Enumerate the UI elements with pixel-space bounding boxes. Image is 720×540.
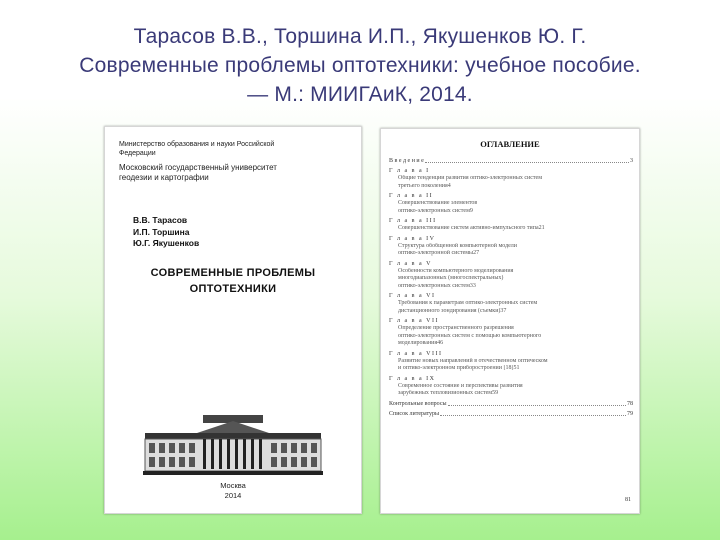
toc-leader xyxy=(440,415,626,416)
toc-chapters xyxy=(389,165,633,400)
toc-intro-label: В в е д е н и е xyxy=(389,158,424,164)
toc-heading: ОГЛАВЛЕНИЕ xyxy=(480,139,540,149)
toc-chapter-title: Совершенствование систем активно-импульсного типа xyxy=(398,225,539,231)
toc-questions-label: Контрольные вопросы xyxy=(389,400,447,407)
toc-chapter-page: 4 xyxy=(447,182,451,189)
toc-leader xyxy=(448,405,626,406)
toc-chapter-line: Требования к параметрам оптико-электронных систем xyxy=(398,300,538,306)
cover-city: Москва xyxy=(220,481,246,490)
toc-chapter-page: 59 xyxy=(492,390,499,396)
toc-chapter-label: Г л а в а VII xyxy=(389,318,439,324)
toc-chapter-line xyxy=(389,208,633,216)
toc-chapter xyxy=(389,348,633,373)
toc-chapter xyxy=(389,258,633,291)
toc-chapter-page: 9 xyxy=(469,207,473,214)
toc-chapter-line: Структура обобщенной компьютерной модели xyxy=(398,242,517,249)
toc-questions-page: 78 xyxy=(627,400,633,407)
toc-chapter-title: оптико-электронной системы xyxy=(398,250,474,256)
cover-title-line: ОПТОТЕХНИКИ xyxy=(189,283,277,295)
university-building-illustration xyxy=(143,411,323,475)
toc-chapter-line xyxy=(389,365,633,373)
cover-book-title xyxy=(105,265,361,297)
toc-chapter-line: Современное состояние и перспективы развития xyxy=(398,382,523,389)
toc-chapter xyxy=(389,290,633,315)
cover-imprint xyxy=(105,481,361,500)
toc-chapter-page: 21 xyxy=(538,225,545,231)
toc-chapter-page: 27 xyxy=(473,250,480,256)
title-line-book: Современные проблемы оптотехники: учебное пособие. xyxy=(79,54,641,77)
toc-intro-row xyxy=(389,157,633,165)
toc-literature-label: Список литературы xyxy=(389,410,440,417)
toc-chapter-label: Г л а в а II xyxy=(389,193,434,199)
toc-questions-row xyxy=(389,400,633,408)
toc-chapter-label: Г л а в а III xyxy=(389,218,437,224)
toc-chapter-line xyxy=(389,183,633,191)
slide-title xyxy=(0,22,720,109)
cover-author: И.П. Торшина xyxy=(133,226,190,237)
toc-chapter-line: многодиапазонных (многоспектральных) xyxy=(398,275,504,281)
toc-chapter xyxy=(389,315,633,348)
toc-list xyxy=(389,157,633,418)
cover-author: Ю.Г. Якушенков xyxy=(133,238,200,248)
book-cover-page xyxy=(104,126,362,514)
toc-chapter-page: 46 xyxy=(437,340,444,346)
toc-page-number: 81 xyxy=(625,497,631,503)
toc-chapter-title: третьего поколения xyxy=(398,182,448,189)
cover-university: Московский государственный университет геодезии и картографии xyxy=(119,163,277,182)
toc-chapter-line xyxy=(389,283,633,291)
toc-chapter-title: зарубежных тепловизионных систем xyxy=(398,390,493,396)
toc-chapter-page: 37 xyxy=(500,307,507,314)
cover-author: В.В. Тарасов xyxy=(133,215,188,225)
toc-chapter-line: Особенности компьютерного моделирования xyxy=(398,267,514,274)
toc-chapter-line: оптико-электронных систем с помощью компьютерного xyxy=(398,332,542,339)
toc-chapter-label: Г л а в а IX xyxy=(389,375,436,382)
toc-literature-page: 79 xyxy=(627,410,633,417)
cover-title-line: СОВРЕМЕННЫЕ ПРОБЛЕМЫ xyxy=(150,267,316,279)
toc-chapter-line xyxy=(389,340,633,348)
toc-chapter-page: 33 xyxy=(469,282,476,289)
toc-chapter-title: оптико-электронных систем xyxy=(398,207,470,214)
toc-chapter-line: Общие тенденции развития оптико-электронных систем xyxy=(398,175,542,181)
table-of-contents-page xyxy=(380,128,640,514)
toc-chapter-title: дистанционного зондирования (съемки) xyxy=(398,307,501,314)
toc-chapter xyxy=(389,215,633,233)
toc-chapter-line xyxy=(389,390,633,398)
toc-chapter-title: и оптико-электронном приборостроении [18] xyxy=(398,365,514,371)
title-line-publisher: — М.: МИИГАиК, 2014. xyxy=(247,83,473,106)
toc-chapter-label: Г л а в а VIII xyxy=(389,350,443,357)
toc-chapter-line xyxy=(389,308,633,316)
toc-chapter-title: оптико-электронных систем xyxy=(398,282,470,289)
toc-chapter-page: 51 xyxy=(513,365,520,371)
toc-chapter xyxy=(389,373,633,398)
toc-intro-page: 3 xyxy=(630,158,633,164)
toc-chapter xyxy=(389,165,633,190)
toc-chapter xyxy=(389,233,633,258)
toc-leader xyxy=(425,162,629,163)
toc-chapter-line: Совершенствование элементов xyxy=(398,200,478,206)
toc-chapter-line xyxy=(389,250,633,258)
toc-chapter-label: Г л а в а VI xyxy=(389,293,436,299)
toc-chapter-label: Г л а в а V xyxy=(389,260,432,267)
toc-chapter-label: Г л а в а IV xyxy=(389,235,436,242)
toc-chapter-title: моделирования xyxy=(398,340,438,346)
toc-chapter xyxy=(389,190,633,215)
cover-year: 2014 xyxy=(224,490,242,500)
toc-chapter-line xyxy=(389,225,633,233)
toc-chapter-label: Г л а в а I xyxy=(389,168,430,174)
cover-authors xyxy=(133,215,199,250)
toc-chapter-line: Определение пространственного разрешения xyxy=(398,325,514,331)
cover-institution: Министерство образования и науки Российской Федерации xyxy=(119,141,275,157)
title-line-authors: Тарасов В.В., Торшина И.П., Якушенков Ю. Г. xyxy=(133,25,587,48)
toc-chapter-line: Развитие новых направлений в отечественном оптическом xyxy=(398,357,548,364)
toc-literature-row xyxy=(389,410,633,418)
